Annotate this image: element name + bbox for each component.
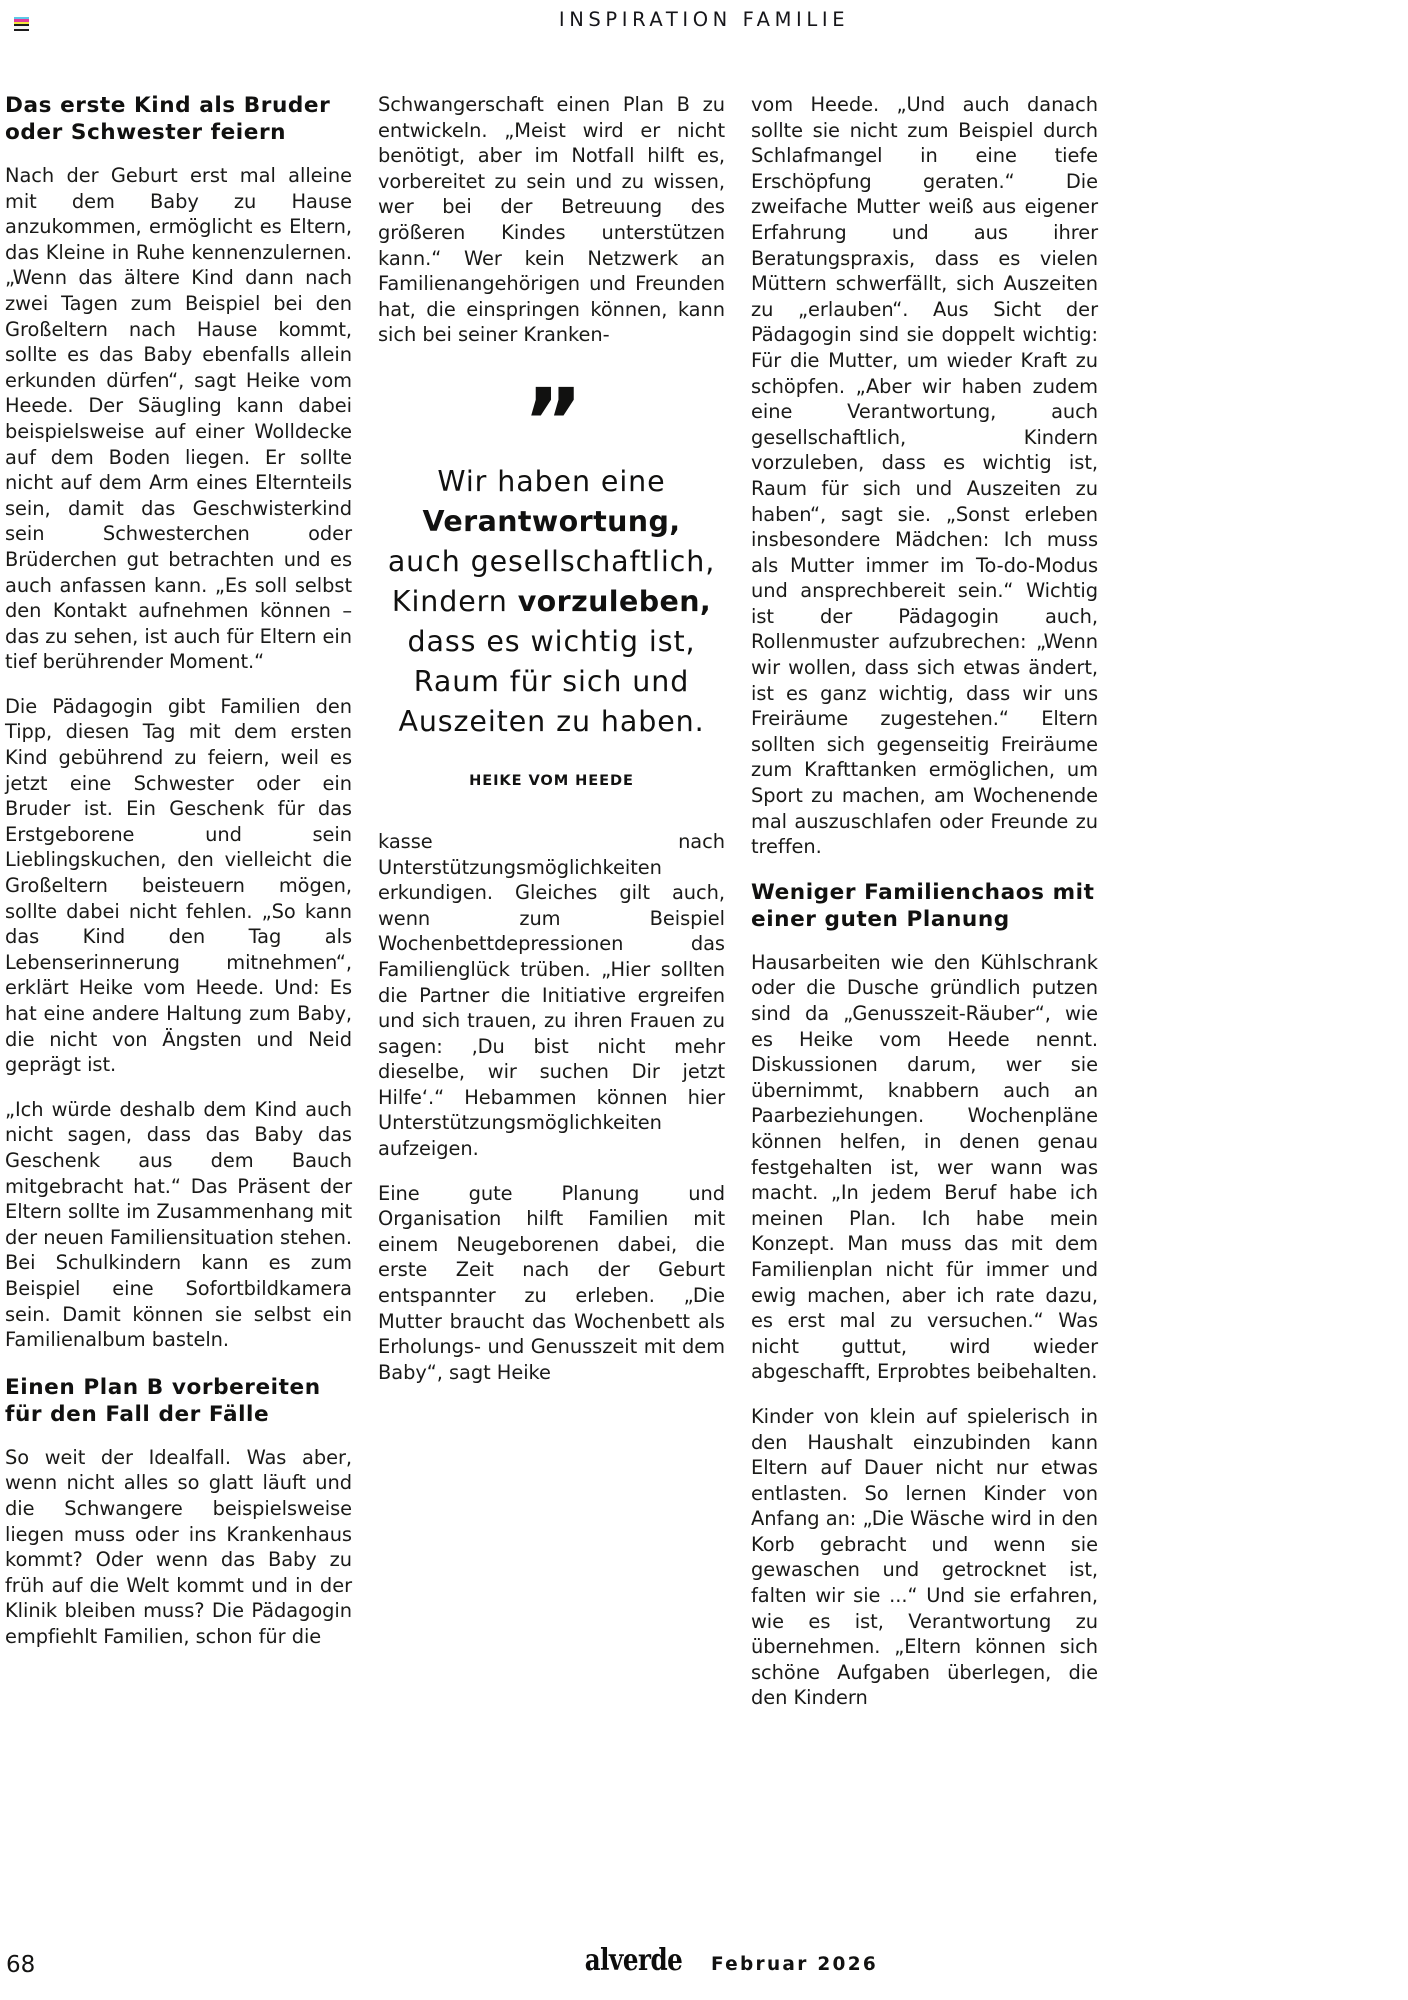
column-middle	[378, 92, 725, 1882]
paragraph: Hausarbeiten wie den Kühlschrank oder die Dusche gründlich putzen sind da „Genusszeit-Räuber“, wie es Heike vom Heede nennt. Diskussionen darum, wer sie übernimmt, knabbern auch an Paarbeziehungen. Wochenpläne können helfen, in denen genau festgehalten ist, wer wann was macht. „In jedem Beruf habe ich meinen Plan. Ich habe mein Konzept. Man muss das mit dem Familienplan nicht für immer und ewig machen, aber ich rate dazu, es erst mal zu versuchen.“ Was nicht guttut, wird wieder abgeschafft, Erprobtes beibehalten.	[751, 950, 1098, 1384]
paragraph: Eine gute Planung und Organisation hilft Familien mit einem Neugeborenen dabei, die erste Zeit nach der Geburt entspannter zu erleben. „Die Mutter braucht das Wochenbett als Erholungs- und Genusszeit mit dem Baby“, sagt Heike	[378, 1181, 725, 1384]
paragraph: Schwangerschaft einen Plan B zu entwickeln. „Meist wird er nicht benötigt, aber im Notfall hilft es, vorbereitet zu sein und zu wissen, wer bei der Betreuung des größeren Kindes unterstützen kann.“ Wer kein Netzwerk an Familienangehörigen und Freunden hat, die einspringen können, kann sich bei seiner Kranken-	[378, 93, 725, 347]
pull-quote-text: Wir haben eine Verantwortung, auch gesellschaftlich, Kindern vorzuleben, dass es wichtig ist, Raum für sich und Auszeiten zu haben.	[387, 464, 716, 738]
column-right	[751, 92, 1098, 1882]
paragraph: So weit der Idealfall. Was aber, wenn nicht alles so glatt läuft und die Schwangere beispielsweise liegen muss oder ins Krankenhaus kommt? Oder wenn das Baby zu früh auf die Welt kommt und in der Klinik bleiben muss? Die Pädagogin empfiehlt Familien, schon für die	[5, 1445, 352, 1648]
section-heading-bruder-schwester: Das erste Kind als Bruder oder Schwester feiern	[5, 93, 331, 145]
paragraph: kasse nach Unterstützungsmöglichkeiten erkundigen. Gleiches gilt auch, wenn zum Beispiel Wochenbettdepressionen das Familienglück trüben. „Hier sollten die Partner die Initiative ergreifen und sich trauen, zu ihren Frauen zu sagen: ‚Du bist nicht mehr dieselbe, wir suchen Dir jetzt Hilfe‘.“ Hebammen können hier Unterstützungsmöglichkeiten aufzeigen.	[378, 829, 725, 1161]
issue-date: Februar 2026	[710, 1954, 879, 1975]
article-columns	[5, 92, 1103, 1882]
quote-mark-icon: ”	[522, 368, 581, 476]
paragraph: vom Heede. „Und auch danach sollte sie nicht zum Beispiel durch Schlafmangel in eine tiefe Erschöpfung geraten.“ Die zweifache Mutter weiß aus eigener Erfahrung und aus ihrer Beratungspraxis, dass es vielen Müttern schwerfällt, sich Auszeiten zu „erlauben“. Aus Sicht der Pädagogin sind sie doppelt wichtig: Für die Mutter, um wieder Kraft zu schöpfen. „Aber wir haben zudem eine Verantwortung, auch gesellschaftlich, Kindern vorzuleben, dass es wichtig ist, Raum für sich und Auszeiten zu haben“, sagt sie. „Sonst erleben insbesondere Mädchen: Ich muss als Mutter immer im To-do-Modus und ansprechbereit sein.“ Wichtig ist der Pädagogin auch, Rollenmuster aufzubrechen: „Wenn wir wollen, dass sich etwas ändert, ist es ganz wichtig, dass wir uns Freiräume zugestehen.“ Eltern sollten sich gegenseitig Freiräume zum Krafttanken ermöglichen, um Sport zu machen, am Wochenende mal auszuschlafen oder Freunde zu treffen.	[751, 93, 1098, 859]
page-number: 68	[6, 1952, 36, 1978]
paragraph: Kinder von klein auf spielerisch in den Haushalt einzubinden kann Eltern auf Dauer nicht nur etwas entlasten. So lernen Kinder von Anfang an: „Die Wäsche wird in den Korb gebracht und wenn sie gewaschen und getrocknet ist, falten wir sie ...“ Und sie erfahren, wie es ist, Verantwortung zu übernehmen. „Eltern können sich schöne Aufgaben überlegen, die den Kindern	[751, 1404, 1098, 1710]
pull-quote-attribution: HEIKE VOM HEEDE	[469, 771, 634, 789]
running-head: INSPIRATION FAMILIE	[558, 8, 850, 31]
paragraph: Die Pädagogin gibt Familien den Tipp, diesen Tag mit dem ersten Kind gebührend zu feiern, weil es jetzt eine Schwester oder ein Bruder ist. Ein Geschenk für das Erstgeborene und sein Lieblingskuchen, den vielleicht die Großeltern beisteuern mögen, sollte dabei nicht fehlen. „So kann das Kind den Tag als Lebenserinnerung mitnehmen“, erklärt Heike vom Heede. Und: Es hat eine andere Haltung zum Baby, die nicht von Ängsten und Neid geprägt ist.	[5, 694, 352, 1077]
paragraph: Nach der Geburt erst mal alleine mit dem Baby zu Hause anzukommen, ermöglicht es Eltern, das Kleine in Ruhe kennenzulernen. „Wenn das ältere Kind dann nach zwei Tagen zum Beispiel bei den Großeltern nach Hause kommt, sollte es das Baby ebenfalls allein erkunden dürfen“, sagt Heike vom Heede. Der Säugling kann dabei beispielsweise auf einer Wolldecke auf dem Boden liegen. Er sollte nicht auf dem Arm eines Elternteils sein, damit das Geschwisterkind sein Schwesterchen oder Brüderchen gut betrachten und es auch anfassen kann. „Es soll selbst den Kontakt aufnehmen können – das zu sehen, ist auch für Eltern ein tief berührender Moment.“	[5, 164, 352, 674]
section-heading-plan-b: Einen Plan B vorbereiten für den Fall der Fälle	[5, 1374, 321, 1427]
page-footer	[0, 1938, 1408, 1978]
footer-brand	[0, 1943, 1408, 1978]
column-left	[5, 92, 352, 1882]
pull-quote	[378, 368, 725, 789]
paragraph: „Ich würde deshalb dem Kind auch nicht sagen, dass das Baby das Geschenk aus dem Bauch mitgebracht hat.“ Das Präsent der Eltern sollte im Zusammenhang mit der neuen Familiensituation stehen. Bei Schulkindern kann es zum Beispiel eine Sofortbildkamera sein. Damit können sie selbst ein Familienalbum basteln.	[5, 1097, 352, 1352]
alverde-logo: alverde	[584, 1943, 683, 1978]
section-heading-familienchaos: Weniger Familienchaos mit einer guten Planung	[751, 879, 1095, 932]
